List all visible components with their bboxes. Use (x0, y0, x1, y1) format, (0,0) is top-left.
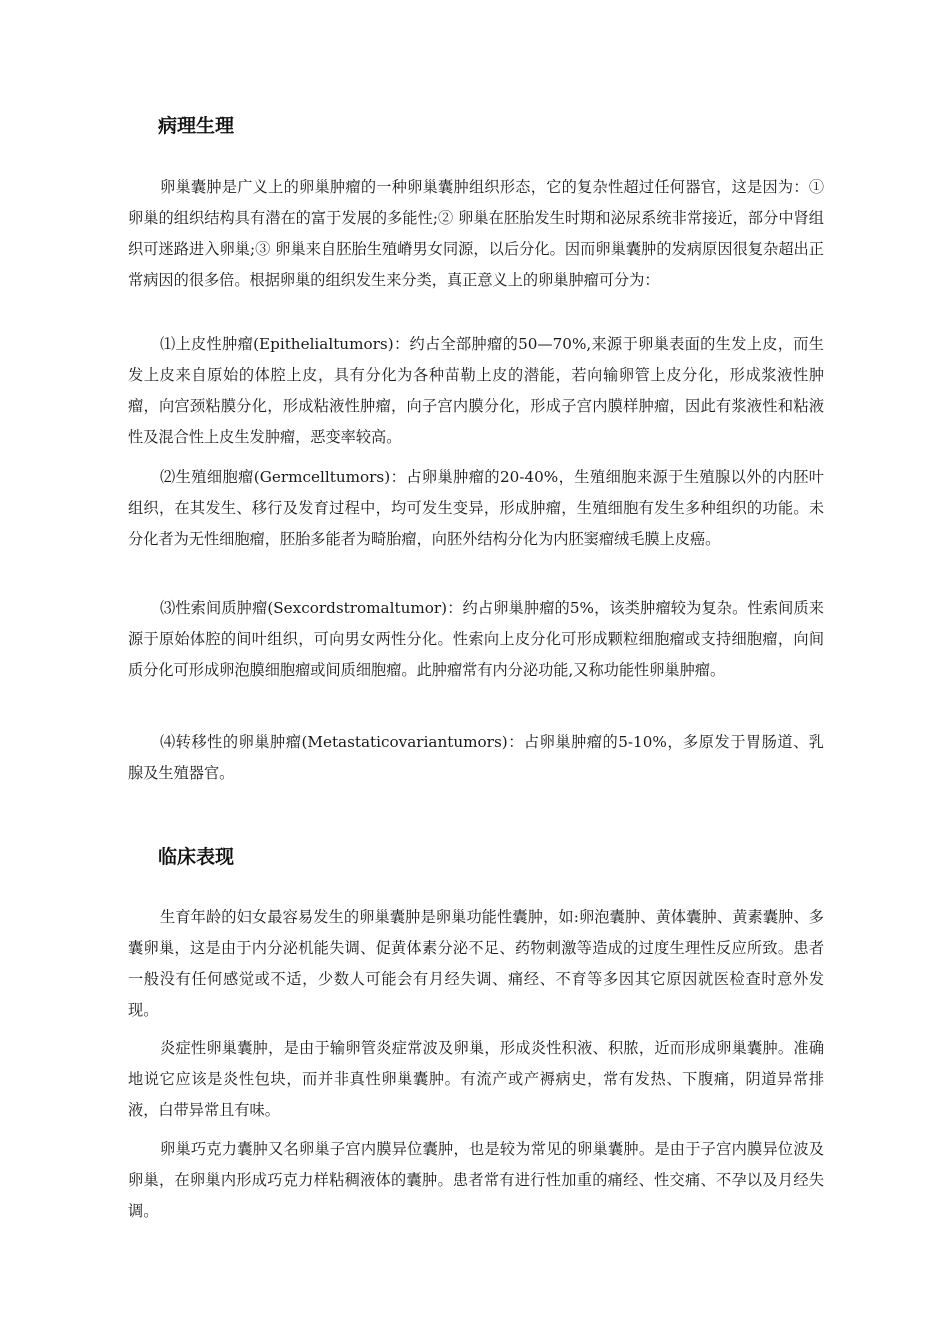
section-title-pathophysiology: 病理生理 (158, 115, 235, 137)
paragraph-germ-cell-tumors: ⑵生殖细胞瘤(Germcelltumors)：占卵巢肿瘤的20-40%，生殖细胞来源于生殖腺以外的内胚叶组织，在其发生、移行及发育过程中，均可发生变异，形成肿瘤，生殖细胞有发生多种组织的功能。未分化者为无性细胞瘤，胚胎多能者为畸胎瘤，向胚外结构分化为内胚窦瘤绒毛膜上皮癌。 (128, 468, 824, 548)
section-title-clinical-manifestation: 临床表现 (158, 846, 235, 868)
paragraph-inflammatory-cyst: 炎症性卵巢囊肿，是由于输卵管炎症常波及卵巢，形成炎性积液、积脓，近而形成卵巢囊肿。准确地说它应该是炎性包块，而并非真性卵巢囊肿。有流产或产褥病史，常有发热、下腹痛，阴道异常排液，白带异常且有味。 (128, 1039, 824, 1119)
paragraph-metastatic-tumors: ⑷转移性的卵巢肿瘤(Metastaticovariantumors)：占卵巢肿瘤的5-10%，多原发于胃肠道、乳腺及生殖器官。 (128, 733, 824, 782)
paragraph-functional-cyst: 生育年龄的妇女最容易发生的卵巢囊肿是卵巢功能性囊肿，如:卵泡囊肿、黄体囊肿、黄素囊肿、多囊卵巢，这是由于内分泌机能失调、促黄体素分泌不足、药物刺激等造成的过度生理性反应所致。患者一般没有任何感觉或不适，少数人可能会有月经失调、痛经、不育等多因其它原因就医检查时意外发现。 (128, 908, 824, 1019)
paragraph-chocolate-cyst: 卵巢巧克力囊肿又名卵巢子宫内膜异位囊肿，也是较为常见的卵巢囊肿。是由于子宫内膜异位波及卵巢，在卵巢内形成巧克力样粘稠液体的囊肿。患者常有进行性加重的痛经、性交痛、不孕以及月经失调。 (128, 1140, 824, 1220)
paragraph-sex-cord-stromal-tumor: ⑶性索间质肿瘤(Sexcordstromaltumor)：约占卵巢肿瘤的5%，该类肿瘤较为复杂。性索间质来源于原始体腔的间叶组织，可向男女两性分化。性索向上皮分化可形成颗粒细胞瘤或支持细胞瘤，向间质分化可形成卵泡膜细胞瘤或间质细胞瘤。此肿瘤常有内分泌功能,又称功能性卵巢肿瘤。 (128, 599, 824, 679)
paragraph-epithelial-tumors: ⑴上皮性肿瘤(Epithelialtumors)：约占全部肿瘤的50—70%,来源于卵巢表面的生发上皮，而生发上皮来自原始的体腔上皮，具有分化为各种苗勒上皮的潜能，若向输卵管上皮分化，形成浆液性肿瘤，向宫颈粘膜分化，形成粘液性肿瘤，向子宫内膜分化，形成子宫内膜样肿瘤，因此有浆液性和粘液性及混合性上皮生发肿瘤，恶变率较高。 (128, 335, 824, 446)
paragraph-intro: 卵巢囊肿是广义上的卵巢肿瘤的一种卵巢囊肿组织形态，它的复杂性超过任何器官，这是因为：①卵巢的组织结构具有潜在的富于发展的多能性;② 卵巢在胚胎发生时期和泌尿系统非常接近，部分中肾组织可迷路进入卵巢;③ 卵巢来自胚胎生殖嵴男女同源，以后分化。因而卵巢囊肿的发病原因很复杂超出正常病因的很多倍。根据卵巢的组织发生来分类，真正意义上的卵巢肿瘤可分为： (128, 178, 824, 289)
